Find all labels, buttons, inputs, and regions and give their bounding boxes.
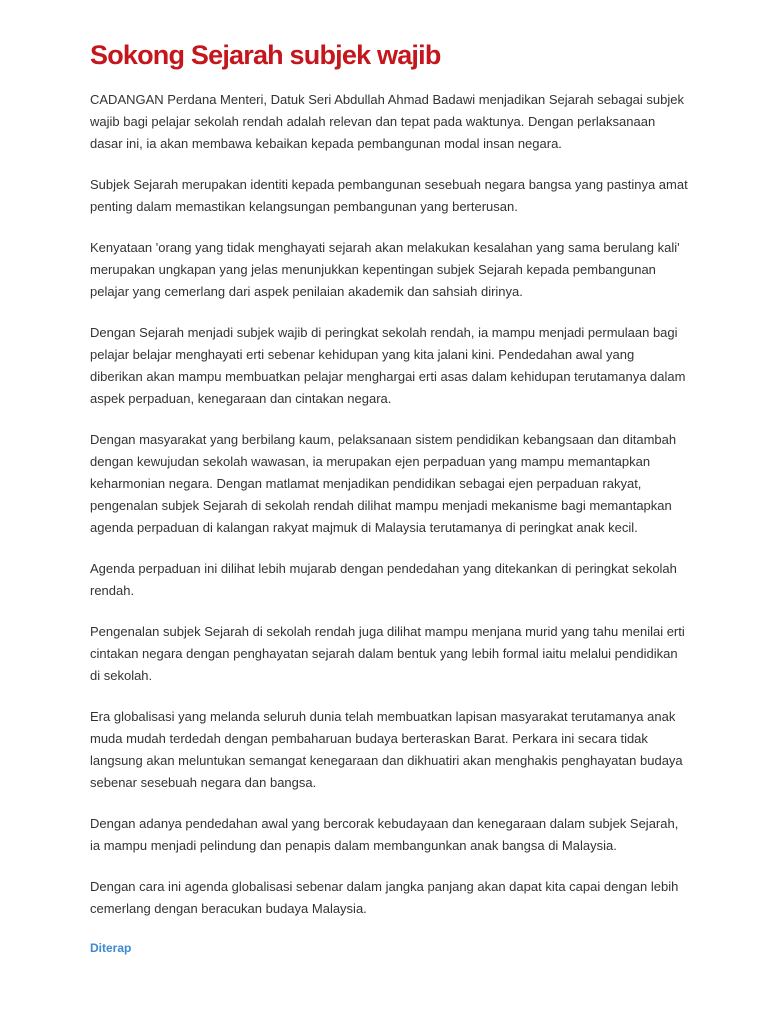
article-title: Sokong Sejarah subjek wajib — [90, 40, 441, 70]
article-paragraph-3: Kenyataan 'orang yang tidak menghayati sejarah akan melakukan kesalahan yang sama berulang kali' merupakan ungkapan yang jelas menunjukkan kepentingan subjek Sejarah kepada pembangunan pelajar yang cemerlang dari aspek penilaian akademik dan sahsiah dirinya. — [90, 240, 680, 300]
article-paragraph-5: Dengan masyarakat yang berbilang kaum, pelaksanaan sistem pendidikan kebangsaan dan ditambah dengan kewujudan sekolah wawasan, ia merupakan ejen perpaduan yang mampu memantapkan keharmonian negara. Dengan matlamat menjadikan pendidikan sebagai ejen perpaduan rakyat, pengenalan subjek Sejarah di sekolah rendah dilihat mampu menjadi mekanisme bagi memantapkan agenda perpaduan di kalangan rakyat majmuk di Malaysia terutamanya di peringkat anak kecil. — [90, 432, 677, 536]
article-paragraph-6: Agenda perpaduan ini dilihat lebih mujarab dengan pendedahan yang ditekankan di peringkat sekolah rendah. — [90, 561, 677, 599]
article-paragraph-9: Dengan adanya pendedahan awal yang bercorak kebudayaan dan kenegaraan dalam subjek Sejarah, ia mampu menjadi pelindung dan penapis dalam membangunkan anak bangsa di Malaysia. — [90, 816, 679, 854]
article-paragraph-10: Dengan cara ini agenda globalisasi sebenar dalam jangka panjang akan dapat kita capai dengan lebih cemerlang dengan beracukan budaya Malaysia. — [90, 879, 679, 917]
article-paragraph-4: Dengan Sejarah menjadi subjek wajib di peringkat sekolah rendah, ia mampu menjadi permulaan bagi pelajar belajar menghayati erti sebenar kehidupan yang kita jalani kini. Pendedahan awal yang diberikan akan mampu membuatkan pelajar menghargai erti asas dalam kehidupan terutamanya dalam aspek perpaduan, kenegaraan dan cintakan negara. — [90, 325, 686, 407]
article-paragraph-1: CADANGAN Perdana Menteri, Datuk Seri Abdullah Ahmad Badawi menjadikan Sejarah sebagai subjek wajib bagi pelajar sekolah rendah adalah relevan dan tepat pada waktunya. Dengan perlaksanaan dasar ini, ia akan membawa kebaikan kepada pembangunan modal insan negara. — [90, 92, 684, 152]
article-paragraph-7: Pengenalan subjek Sejarah di sekolah rendah juga dilihat mampu menjana murid yang tahu menilai erti cintakan negara dengan penghayatan sejarah dalam bentuk yang lebih formal iaitu melalui pendidikan di sekolah. — [90, 624, 685, 684]
article-paragraph-8: Era globalisasi yang melanda seluruh dunia telah membuatkan lapisan masyarakat terutamanya anak muda mudah terdedah dengan pembaharuan budaya berteraskan Barat. Perkara ini secara tidak langsung akan meluntukan semangat kenegaraan dan dikhuatiri akan menghakis penghayatan budaya sebenar sesebuah negara dan bangsa. — [90, 709, 683, 791]
source-link[interactable]: Diterap — [90, 941, 132, 956]
article-paragraph-2: Subjek Sejarah merupakan identiti kepada pembangunan sesebuah negara bangsa yang pastinya amat penting dalam memastikan kelangsungan pembangunan yang berterusan. — [90, 177, 688, 215]
